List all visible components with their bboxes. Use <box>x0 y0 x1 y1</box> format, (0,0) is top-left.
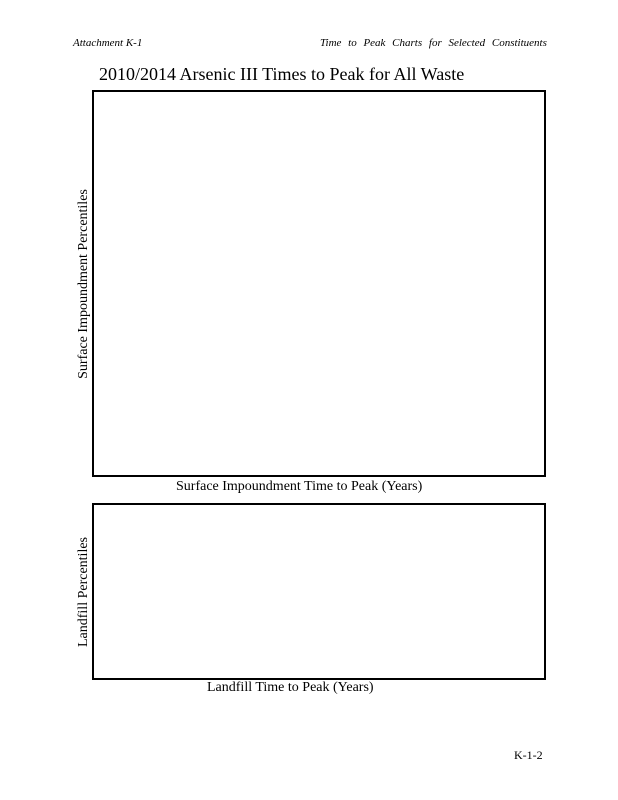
surface-impoundment-x-axis-label: Surface Impoundment Time to Peak (Years) <box>176 479 423 494</box>
landfill-y-axis-label-container <box>54 503 114 680</box>
chart-title: 2010/2014 Arsenic III Times to Peak for All Waste <box>99 64 465 84</box>
surface-impoundment-plot-area <box>92 90 546 477</box>
surface-impoundment-y-axis-label: Surface Impoundment Percentiles <box>76 188 91 379</box>
landfill-x-axis-label: Landfill Time to Peak (Years) <box>207 680 374 695</box>
page-number: K-1-2 <box>514 748 543 762</box>
header-attachment-label: Attachment K-1 <box>73 37 143 49</box>
landfill-plot-area <box>92 503 546 680</box>
header-section-title: Time to Peak Charts for Selected Constituents <box>320 37 547 49</box>
surface-impoundment-y-axis-label-container <box>54 90 114 477</box>
landfill-y-axis-label: Landfill Percentiles <box>76 536 91 647</box>
